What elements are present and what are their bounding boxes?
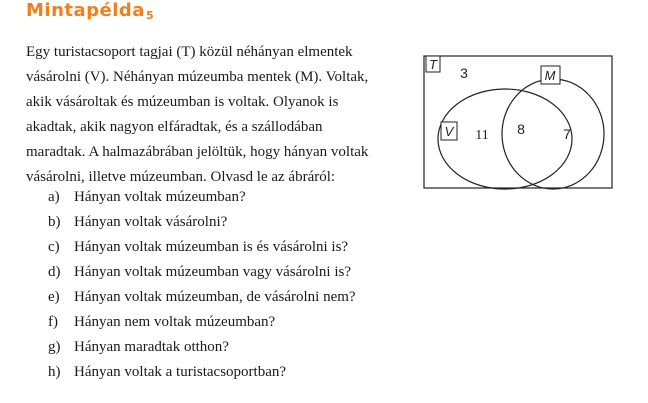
question-item: [48, 310, 356, 335]
paragraph-line: akadtak, akik nagyon elfáradtak, és a szállodában: [26, 119, 323, 135]
question-letter: b): [48, 214, 61, 230]
question-letter: e): [48, 289, 60, 305]
question-text: Hányan voltak múzeumban, de vásárolni nem?: [74, 289, 356, 305]
set-v-ellipse: [438, 89, 572, 189]
problem-paragraph: [26, 40, 406, 190]
question-letter: f): [48, 314, 58, 330]
paragraph-line: Egy turistacsoport tagjai (T) közül néhányan elmentek: [26, 44, 353, 60]
paragraph-line: vásárolni (V). Néhányan múzeumba mentek (M). Voltak,: [26, 69, 369, 85]
question-item: [48, 210, 356, 235]
question-text: Hányan voltak múzeumban vagy vásárolni is?: [74, 264, 352, 280]
intersection-count: 8: [517, 121, 525, 137]
question-text: Hányan voltak múzeumban is és vásárolni is?: [74, 239, 349, 255]
question-item: [48, 335, 356, 360]
question-item: [48, 285, 356, 310]
only-m-count: 7: [563, 126, 571, 142]
question-letter: a): [48, 189, 60, 205]
only-v-count: 11: [475, 128, 489, 143]
question-letter: h): [48, 364, 61, 380]
set-m-label: M: [544, 68, 556, 83]
question-item: [48, 235, 356, 260]
outside-count: 3: [460, 65, 468, 81]
question-letter: c): [48, 239, 60, 255]
universe-label: T: [429, 57, 437, 72]
set-v-label: V: [444, 124, 454, 139]
question-text: Hányan maradtak otthon?: [74, 339, 229, 355]
example-heading: Mintapélda$_5$: [26, 0, 155, 22]
paragraph-line: vásárolni, illetve múzeumban. Olvasd le az ábráról:: [26, 169, 336, 185]
question-item: [48, 260, 356, 285]
example-number: 5: [145, 9, 155, 22]
question-text: Hányan voltak vásárolni?: [74, 214, 228, 230]
paragraph-line: akik vásároltak és múzeumban is voltak. Olyanok is: [26, 94, 339, 110]
question-text: Hányan voltak a turistacsoportban?: [74, 364, 287, 380]
question-text: Hányan voltak múzeumban?: [74, 189, 246, 205]
question-text: Hányan nem voltak múzeumban?: [74, 314, 276, 330]
question-item: [48, 185, 356, 210]
question-letter: g): [48, 339, 61, 355]
paragraph-line: maradtak. A halmazábrában jelöltük, hogy hányan voltak: [26, 144, 369, 160]
question-item: [48, 360, 356, 385]
venn-diagram: [420, 52, 616, 193]
question-list: [48, 185, 356, 385]
question-letter: d): [48, 264, 61, 280]
